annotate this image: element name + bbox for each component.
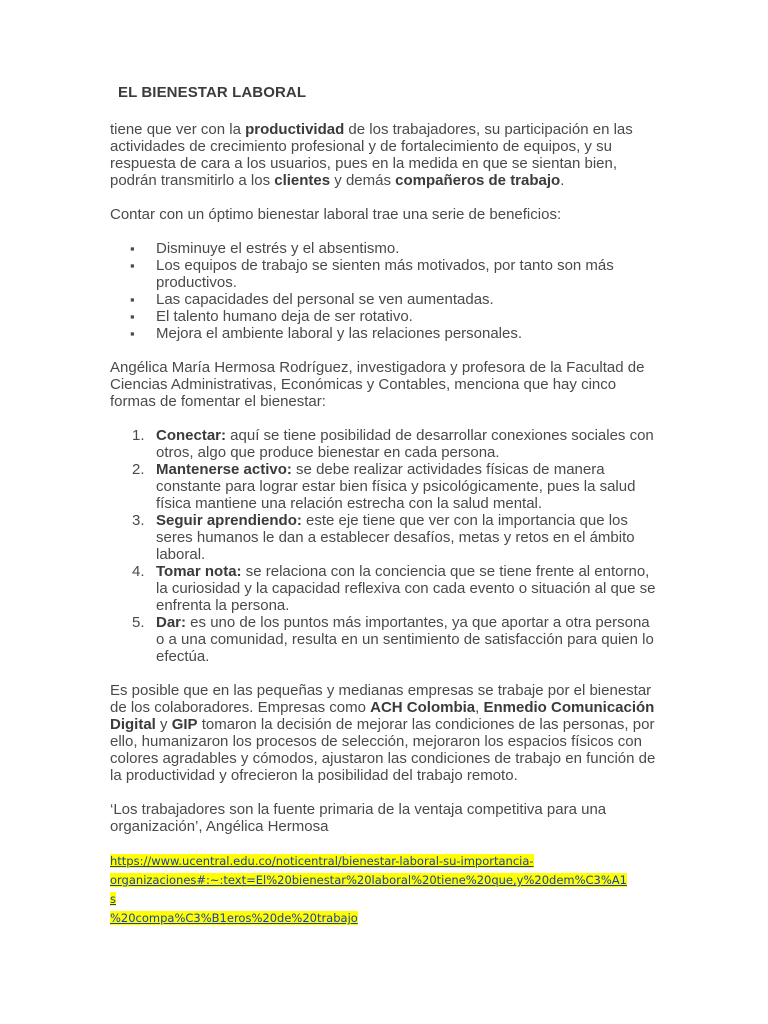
companies-paragraph bbox=[110, 682, 658, 784]
step-item bbox=[110, 512, 658, 563]
company-gip: GIP bbox=[171, 716, 198, 733]
step-text: aquí se tiene posibilidad de desarrollar conexiones sociales con otros, algo que produce bienestar en cada persona. bbox=[156, 427, 654, 461]
step-text: se relaciona con la conciencia que se tiene frente al entorno, la curiosidad y la capacidad reflexiva con cada evento o situación al que se enfrenta la persona. bbox=[156, 563, 656, 614]
step-number: 2. bbox=[132, 461, 145, 478]
step-term: Conectar: bbox=[156, 427, 227, 444]
step-item bbox=[110, 614, 658, 665]
intro-bold-clientes: clientes bbox=[274, 172, 331, 189]
benefits-list bbox=[110, 240, 658, 342]
step-item bbox=[110, 563, 658, 614]
company-enmedio: Enmedio Comunicación Digital bbox=[110, 699, 655, 733]
step-term: Tomar nota: bbox=[156, 563, 242, 580]
companies-text-4: tomaron la decisión de mejorar las condiciones de las personas, por ello, humanizaron los procesos de selección, mejoraron los espacios físicos con colores agradables y cómodos, ajustaron las condiciones de trabajo en función de la productividad y ofrecieron la posibilidad del trabajo remoto. bbox=[110, 716, 656, 784]
document-title: EL BIENESTAR LABORAL bbox=[118, 84, 307, 101]
benefit-item: ▪ El talento humano deja de ser rotativo. bbox=[110, 308, 658, 325]
step-number: 3. bbox=[132, 512, 145, 529]
intro-text-2: de los trabajadores, su participación en las actividades de crecimiento profesional y de fortalecimiento de equipos, y su respuesta de cara a los usuarios, pues en la medida en que se sientan bien, podrán transmitirlo a los bbox=[110, 121, 633, 189]
benefit-item: ▪ Mejora el ambiente laboral y las relaciones personales. bbox=[110, 325, 658, 342]
source-link-line-2[interactable]: organizaciones#:~:text=El%20bienestar%20laboral%20tiene%20que,y%20dem%C3%A1s bbox=[110, 873, 627, 906]
quote-paragraph: ‘Los trabajadores son la fuente primaria de la ventaja competitiva para una organización’, Angélica Hermosa bbox=[110, 801, 607, 835]
intro-text-3: y demás bbox=[330, 172, 396, 189]
step-text: este eje tiene que ver con la importancia que los seres humanos le dan a establecer desafíos, metas y retos en el ámbito laboral. bbox=[156, 512, 635, 563]
source-link[interactable] bbox=[110, 852, 630, 928]
intro-paragraph bbox=[110, 121, 658, 189]
company-ach-colombia: ACH Colombia bbox=[370, 699, 476, 716]
intro-text-1: tiene que ver con la bbox=[110, 121, 246, 138]
intro-bold-companeros: compañeros de trabajo bbox=[395, 172, 561, 189]
step-term: Seguir aprendiendo: bbox=[156, 512, 302, 529]
intro-text-4: . bbox=[560, 172, 565, 189]
source-link-line-1[interactable]: https://www.ucentral.edu.co/noticentral/bienestar-laboral-su-importancia- bbox=[110, 854, 534, 868]
expert-paragraph: Angélica María Hermosa Rodríguez, investigadora y profesora de la Facultad de Ciencias Administrativas, Económicas y Contables, menciona que hay cinco formas de fomentar el bienestar: bbox=[110, 359, 645, 410]
source-link-line-3[interactable]: %20compa%C3%B1eros%20de%20trabajo bbox=[110, 911, 358, 925]
companies-text-1: Es posible que en las pequeñas y medianas empresas se trabaje por el bienestar de los colaboradores. Empresas como bbox=[110, 682, 652, 716]
intro-bold-productividad: productividad bbox=[245, 121, 345, 138]
benefits-intro: Contar con un óptimo bienestar laboral trae una serie de beneficios: bbox=[110, 206, 562, 223]
step-text: es uno de los puntos más importantes, ya que aportar a otra persona o a una comunidad, resulta en un sentimiento de satisfacción para quien lo efectúa. bbox=[156, 614, 654, 665]
steps-list bbox=[110, 427, 658, 665]
step-term: Mantenerse activo: bbox=[156, 461, 292, 478]
benefit-item: ▪ Los equipos de trabajo se sienten más motivados, por tanto son más productivos. bbox=[110, 257, 658, 291]
benefit-item: ▪ Disminuye el estrés y el absentismo. bbox=[110, 240, 658, 257]
step-term: Dar: bbox=[156, 614, 187, 631]
step-item bbox=[110, 427, 658, 461]
step-number: 4. bbox=[132, 563, 145, 580]
companies-text-2: , bbox=[475, 699, 484, 716]
step-number: 5. bbox=[132, 614, 145, 631]
companies-text-3: y bbox=[155, 716, 172, 733]
benefit-item: ▪ Las capacidades del personal se ven aumentadas. bbox=[110, 291, 658, 308]
step-number: 1. bbox=[132, 427, 145, 444]
step-text: se debe realizar actividades físicas de manera constante para lograr estar bien física y psicológicamente, pues la salud física mantiene una relación estrecha con la salud mental. bbox=[156, 461, 636, 512]
step-item bbox=[110, 461, 658, 512]
